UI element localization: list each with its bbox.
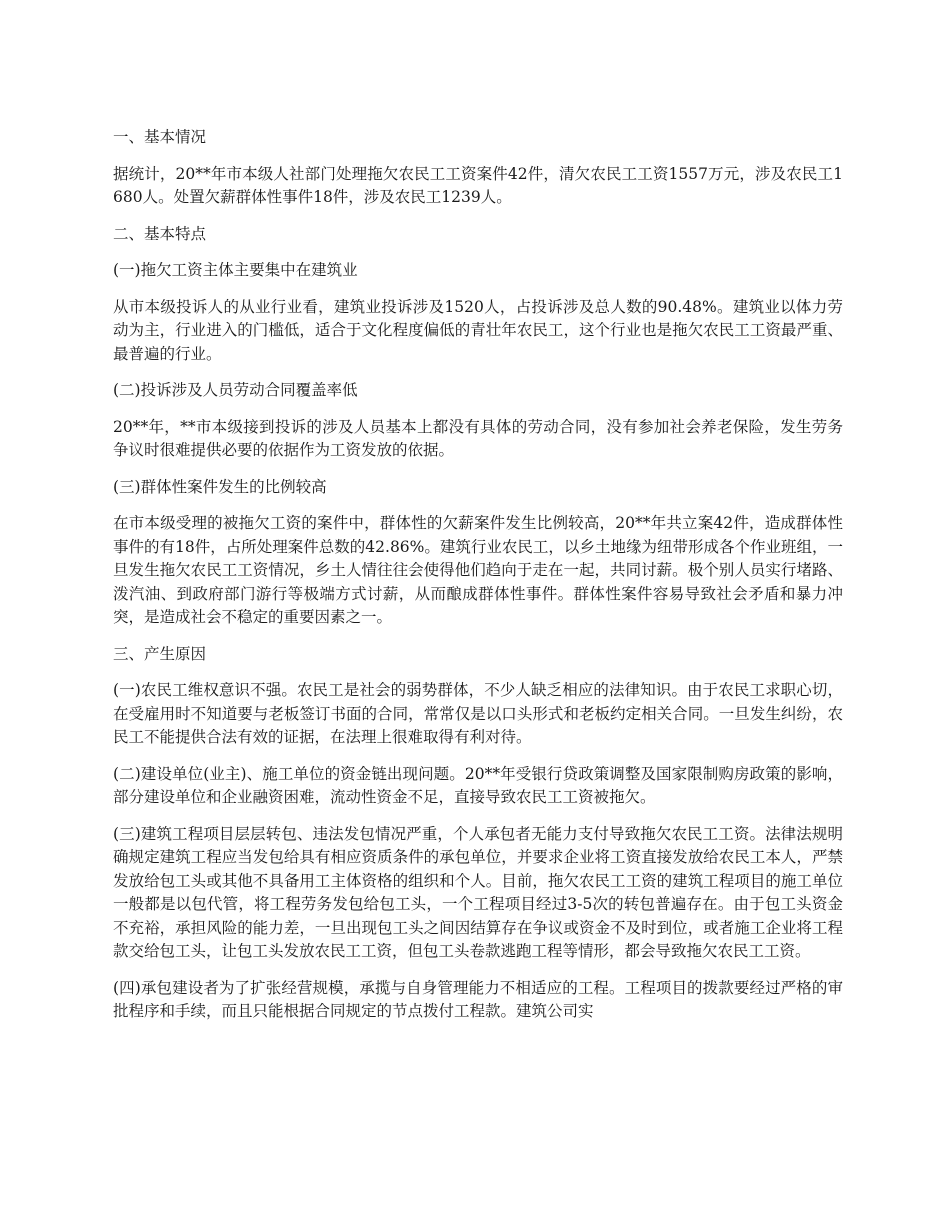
paragraph-cause-1: (一)农民工维权意识不强。农民工是社会的弱势群体，不少人缺乏相应的法律知识。由于农民工求职心切，在受雇用时不知道要与老板签订书面的合同，常常仅是以口头形式和老板约定相关合同。一旦发生纠纷，农民工不能提供合法有效的证据，在法理上很难取得有利对待。	[113, 681, 843, 746]
paragraph-group-cases: 在市本级受理的被拖欠工资的案件中，群体性的欠薪案件发生比例较高，20**年共立案42件，造成群体性事件的有18件，占所处理案件总数的42.86%。建筑行业农民工，以乡土地缘为纽带形成各个作业班组，一旦发生拖欠农民工工资情况，乡土人情往往会使得他们趋向于走在一起，共同讨薪。极个别人员实行堵路、泼汽油、到政府部门游行等极端方式讨薪，从而酿成群体性事件。群体性案件容易导致社会矛盾和暴力冲突，是造成社会不稳定的重要因素之一。	[113, 514, 843, 626]
document-page	[113, 126, 843, 1037]
paragraph-cause-3: (三)建筑工程项目层层转包、违法发包情况严重，个人承包者无能力支付导致拖欠农民工工资。法律法规明确规定建筑工程应当发包给具有相应资质条件的承包单位，并要求企业将工资直接发放给农民工本人，严禁发放给包工头或其他不具备用工主体资格的组织和个人。目前，拖欠农民工工资的建筑工程项目的施工单位一般都是以包代管，将工程劳务发包给包工头，一个工程项目经过3-5次的转包普遍存在。由于包工头资金不充裕，承担风险的能力差，一旦出现包工头之间因结算存在争议或资金不及时到位，或者施工企业将工程款交给包工头，让包工头发放农民工工资，但包工头卷款逃跑工程等情形，都会导致拖欠农民工工资。	[113, 824, 843, 960]
paragraph-statistics: 据统计，20**年市本级人社部门处理拖欠农民工工资案件42件，清欠农民工工资1557万元，涉及农民工1680人。处置欠薪群体性事件18件，涉及农民工1239人。	[113, 164, 843, 206]
paragraph-contract-coverage: 20**年，**市本级接到投诉的涉及人员基本上都没有具体的劳动合同，没有参加社会养老保险，发生劳务争议时很难提供必要的依据作为工资发放的依据。	[113, 417, 843, 459]
section-heading-causes: 三、产生原因	[113, 644, 207, 663]
section-heading-basic-situation: 一、基本情况	[113, 128, 207, 146]
paragraph-cause-2: (二)建设单位(业主)、施工单位的资金链出现问题。20**年受银行贷政策调整及国家限制购房政策的影响，部分建设单位和企业融资困难，流动性资金不足，直接导致农民工工资被拖欠。	[113, 764, 843, 806]
section-heading-basic-features: 二、基本特点	[113, 224, 207, 243]
subheading-construction-industry: (一)拖欠工资主体主要集中在建筑业	[113, 261, 358, 279]
subheading-group-cases: (三)群体性案件发生的比例较高	[113, 477, 327, 496]
paragraph-cause-4: (四)承包建设者为了扩张经营规模，承揽与自身管理能力不相适应的工程。工程项目的拨款要经过严格的审批程序和手续，而且只能根据合同规定的节点拨付工程款。建筑公司实	[113, 978, 843, 1020]
subheading-contract-coverage: (二)投诉涉及人员劳动合同覆盖率低	[113, 381, 358, 399]
paragraph-construction-industry: 从市本级投诉人的从业行业看，建筑业投诉涉及1520人，占投诉涉及总人数的90.48%。建筑业以体力劳动为主，行业进入的门槛低，适合于文化程度偏低的青壮年农民工，这个行业也是拖欠农民工工资最严重、最普遍的行业。	[113, 297, 843, 363]
